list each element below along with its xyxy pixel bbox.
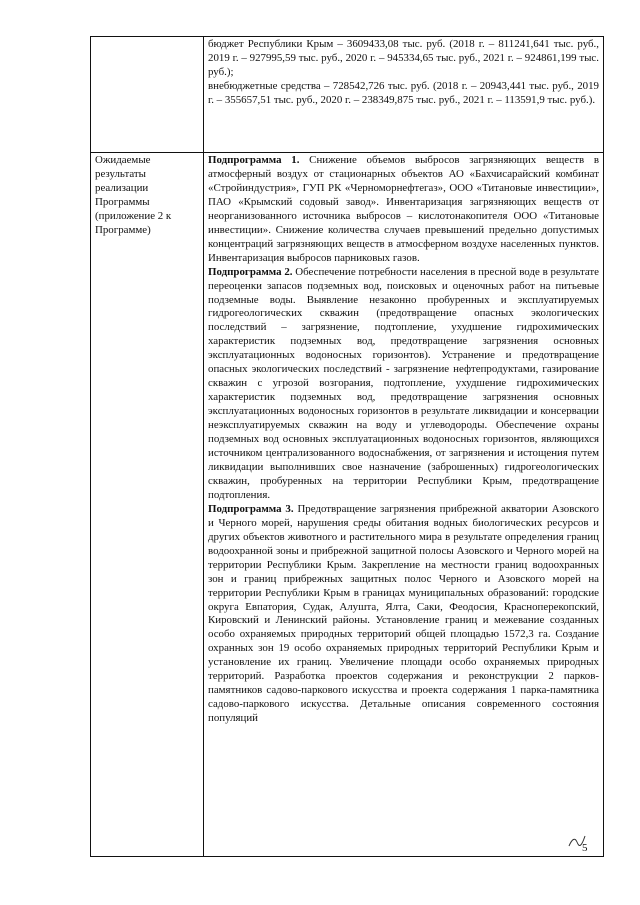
subprogram-paragraph — [208, 503, 599, 726]
subprogram-text: Обеспечение потребности населения в пресной воде в результате переоценки запасов подземных вод, поисковых и оценочных работ на питьевые подземные воды. Выявление незаконно пробуренных и эксплуатируемых гидрогеологических скважин (предотвращение опасных экологических последствий – загрязнение, подтопление, ухудшение гидрохимических характеристик подземных вод, предотвращение загрязнения основных эксплуатационных водоносных горизонтов). Устранение и предотвращение опасных экологических последствий - загрязнение нефтепродуктами, газирование скважин с угрозой возгорания, подтопление, ухудшение гидрохимических характеристик подземных вод, предотвращение загрязнения основных эксплуатационных водоносных горизонтов в результате ликвидации и консервации неэксплуатируемых скважин на воду и углеводороды. Обеспечение охраны подземных вод основных эксплуатационных водоносных горизонтов, являющихся источником централизованного водоснабжения, от загрязнения и истощения путем ликвидации выполнивших свое назначение (заброшенных) гидрогеологических скважин, пробуренных на территории Республики Крым, предотвращение подтопления. — [208, 265, 599, 501]
table-row — [91, 153, 604, 857]
subprogram-title: Подпрограмма 2. — [208, 265, 293, 278]
page-number: 5 — [582, 842, 588, 854]
subprogram-paragraph — [208, 266, 599, 503]
funding-budget-text: бюджет Республики Крым – 3609433,08 тыс. руб. (2018 г. – 811241,641 тыс. руб., 2019 г. – 927995,59 тыс. руб., 2020 г. – 945334,65 тыс. руб., 2021 г. – 924861,199 тыс. руб.); — [208, 38, 599, 78]
funding-extrabudget-text: внебюджетные средства – 728542,726 тыс. руб. (2018 г. – 20943,441 тыс. руб., 2019 г. – 355657,51 тыс. руб., 2020 г. – 238349,875 тыс. руб., 2021 г. – 113591,9 тыс. руб.). — [208, 79, 599, 106]
subprogram-text: Снижение объемов выбросов загрязняющих веществ в атмосферный воздух от стационарных объектов АО «Бахчисарайский комбинат «Стройиндустрия», ГУП РК «Черноморнефтегаз», ООО «Титановые инвестиции», ПАО «Крымский содовый завод». Инвентаризация загрязняющих веществ от неорганизованного источника выбросов – кислотонакопителя ООО «Титановые инвестиции». Снижение количества случаев превышений предельно допустимых концентраций загрязняющих веществ в атмосферном воздухе населенных пунктов. Инвентаризация выбросов парниковых газов. — [208, 154, 599, 264]
subprogram-paragraph — [208, 154, 599, 266]
program-passport-table — [90, 36, 604, 857]
subprogram-title: Подпрограмма 1. — [208, 154, 300, 166]
table-row — [91, 37, 604, 153]
row-label-cell: Ожидаемые результаты реализации Программы (приложение 2 к Программе) — [91, 153, 204, 857]
subprogram-title: Подпрограмма 3. — [208, 502, 294, 515]
funding-cell — [204, 37, 604, 153]
subprogram-text: Предотвращение загрязнения прибрежной акватории Азовского и Черного морей, нарушения среды обитания водных биологических ресурсов и других объектов животного и растительного мира в результате определения границ водоохранной зоны и прибрежной защитной полосы Азовского и Черного морей на территории Республики Крым. Закрепление на местности границ водоохранных зон и границ прибрежных защитных полос Черного и Азовского морей на территории Республики Крым в границах муниципальных образований: городские округа Евпатория, Судак, Алушта, Ялта, Саки, Феодосия, Красноперекопский, Кировский и Ленинский районы. Установление границ и межевание созданных особо охраняемых природных территорий общей площадью 1572,3 га. Создание охранных зон 19 особо охраняемых природных территорий Республики Крым и установление их границ. Увеличение площади особо охраняемых природных территорий. Разработка проектов содержания и реконструкции 2 парков-памятников садово-паркового искусства и проекта содержания 1 парка-памятника садово-паркового искусства. Детальные описания современного состояния популяций — [208, 502, 599, 725]
row-label-cell — [91, 37, 204, 153]
expected-results-cell — [204, 153, 604, 857]
